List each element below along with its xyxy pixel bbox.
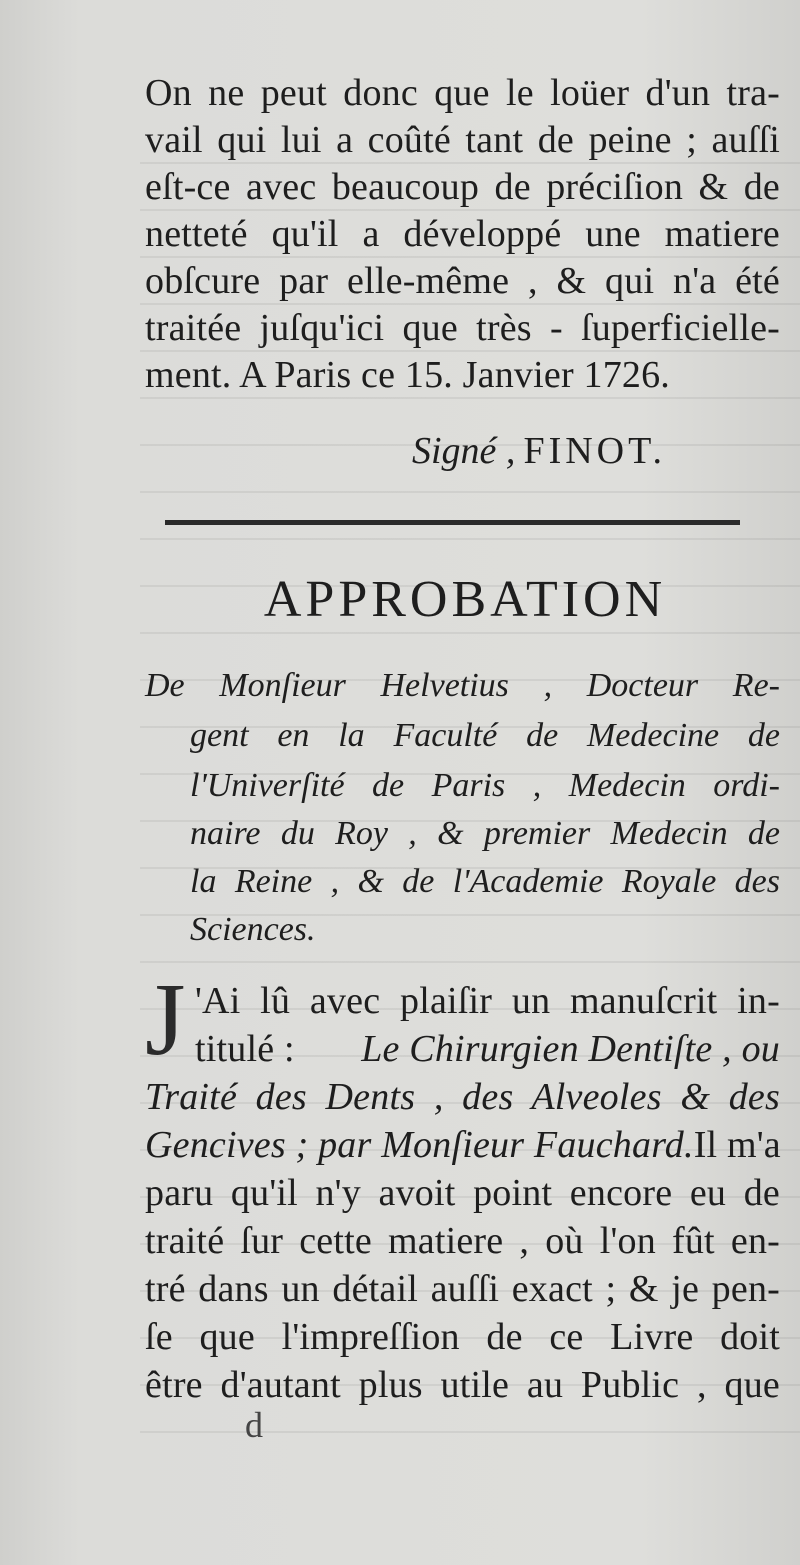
text-line: On ne peut donc que le loüer d'un tra-	[145, 72, 780, 114]
text-line: être d'autant plus utile au Public , que	[145, 1364, 780, 1406]
text-line: Traité des Dents , des Alveoles & des	[145, 1076, 780, 1118]
text-line: obſcure par elle-même , & qui n'a été	[145, 260, 780, 302]
text-line	[195, 1026, 780, 1073]
subheading-line: naire du Roy , & premier Medecin de	[190, 815, 780, 852]
section-heading: APPROBATION	[263, 571, 667, 628]
subheading-line: la Reine , & de l'Academie Royale des	[190, 863, 780, 900]
text-italic: Gencives ; par Monſieur Fauchard.	[145, 1124, 694, 1166]
text-line: netteté qu'il a développé une matiere	[145, 213, 780, 255]
text-line: paru qu'il n'y avoit point encore eu de	[145, 1172, 780, 1214]
drop-cap: J	[145, 962, 186, 1077]
horizontal-rule	[165, 520, 740, 525]
subheading-line: gent en la Faculté de Medecine de	[190, 717, 780, 754]
text-roman: titulé :	[195, 1028, 295, 1070]
text-line: vail qui lui a coûté tant de peine ; auſſi	[145, 119, 780, 161]
text-line: traité ſur cette matiere , où l'on fût en-	[145, 1220, 780, 1262]
text-italic: Le Chirurgien Dentiſte , ou	[361, 1028, 780, 1070]
subheading-line: l'Univerſité de Paris , Medecin ordi-	[190, 767, 780, 804]
signature	[412, 428, 666, 475]
subheading-line: De Monſieur Helvetius , Docteur Re-	[145, 667, 780, 704]
text-line: traitée juſqu'ici que très - ſuperficielle-	[145, 307, 780, 349]
subheading-line: Sciences.	[190, 911, 316, 948]
text-line	[145, 1122, 780, 1169]
signature-mark: d	[245, 1405, 263, 1445]
text-line: ſe que l'impreſſion de ce Livre doit	[145, 1316, 780, 1358]
text-roman: Il m'a	[693, 1124, 781, 1166]
text-line: eſt-ce avec beaucoup de préciſion & de	[145, 166, 780, 208]
text-line: 'Ai lû avec plaiſir un manuſcrit in-	[195, 980, 780, 1022]
text-line: tré dans un détail auſſi exact ; & je pen-	[145, 1268, 780, 1310]
signature-prefix: Signé ,	[412, 430, 516, 472]
text-line: ment. A Paris ce 15. Janvier 1726.	[145, 354, 670, 396]
signature-name: FINOT.	[523, 430, 667, 472]
